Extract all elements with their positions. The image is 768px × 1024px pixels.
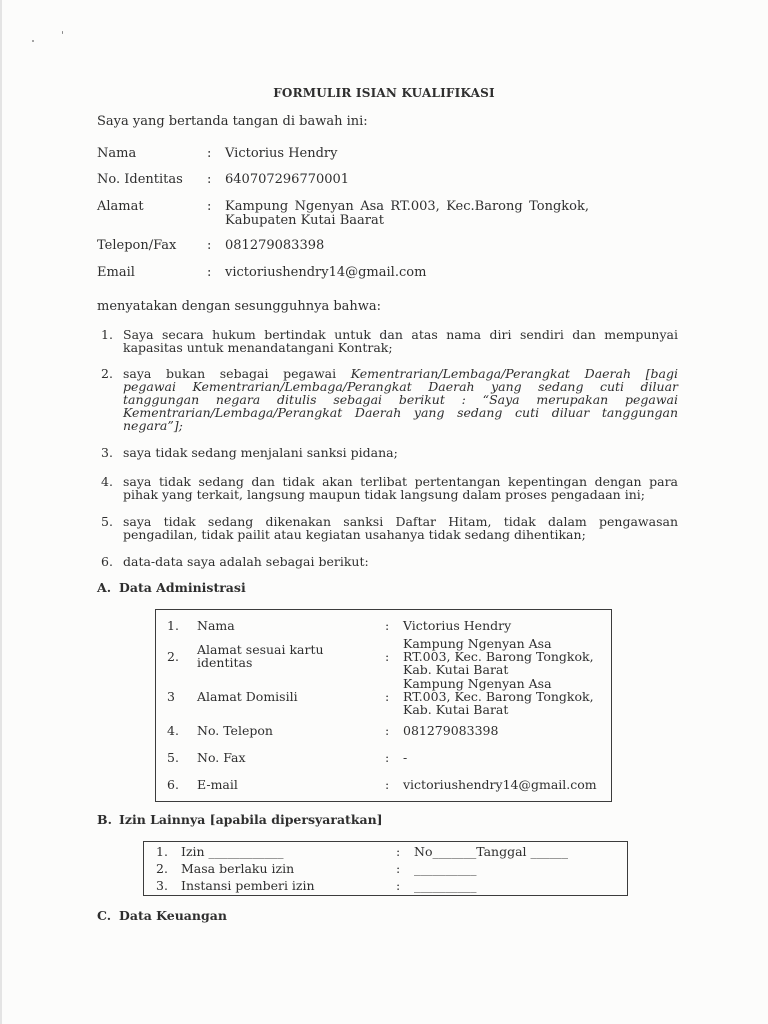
identity-colon: : xyxy=(207,265,212,280)
scan-edge xyxy=(0,0,2,1024)
document-title: FORMULIR ISIAN KUALIFIKASI xyxy=(273,86,495,100)
address-line: Kabupaten Kutai Baarat xyxy=(225,213,384,228)
scan-speck xyxy=(32,40,34,42)
intro-text: Saya yang bertanda tangan di bawah ini: xyxy=(97,114,368,129)
statement-number: 1. xyxy=(101,327,113,342)
statement-number: 2. xyxy=(101,366,113,381)
identity-label: No. Identitas xyxy=(97,172,183,187)
statement-text: saya tidak sedang menjalani sanksi pidana; xyxy=(123,445,398,460)
statement-number: 3. xyxy=(101,445,113,460)
section-title: Data Keuangan xyxy=(119,908,227,923)
table-row: 2. Alamat sesuai kartu identitas : Kampung Ngenyan Asa RT.003, Kec. Barong Tongkok, Kab. Kutai Barat xyxy=(167,635,594,677)
statement-text: saya tidak sedang dan tidak akan terlibat pertentangan kepentingan dengan para pihak yang terkait, langsung maupun tidak langsung dalam proses pengadaan ini; xyxy=(123,474,678,502)
table-row: 2. Masa berlaku izin : __________ xyxy=(156,861,477,876)
table-row: 5. No. Fax : - xyxy=(167,750,408,765)
identity-value: 640707296770001 xyxy=(225,172,350,187)
statement-number: 5. xyxy=(101,514,113,529)
section-letter: A. xyxy=(97,580,112,595)
identity-colon: : xyxy=(207,238,212,253)
identity-colon: : xyxy=(207,199,212,214)
table-row: 3 Alamat Domisili : Kampung Ngenyan Asa RT.003, Kec. Barong Tongkok, Kab. Kutai Barat xyxy=(167,675,594,717)
administrative-data-table xyxy=(155,609,612,802)
identity-value: victoriushendry14@gmail.com xyxy=(225,265,427,280)
table-row: 6. E-mail : victoriushendry14@gmail.com xyxy=(167,777,597,792)
scan-speck xyxy=(62,31,63,34)
table-row: 1. Izin ____________ : No_______Tanggal ______ xyxy=(156,844,569,859)
identity-label: Email xyxy=(97,265,135,280)
declaration-text: menyatakan dengan sesungguhnya bahwa: xyxy=(97,299,382,314)
table-row: 3. Instansi pemberi izin : __________ xyxy=(156,878,477,893)
table-row: 1. Nama : Victorius Hendry xyxy=(167,617,512,633)
section-title: Data Administrasi xyxy=(119,580,246,595)
identity-label: Alamat xyxy=(97,199,144,214)
address-line: Kampung Ngenyan Asa RT.003, Kec.Barong Tongkok, xyxy=(225,199,589,214)
section-letter: B. xyxy=(97,812,112,827)
statement-text: Saya secara hukum bertindak untuk dan atas nama diri sendiri dan mempunyai kapasitas untuk menandatangani Kontrak; xyxy=(123,327,678,355)
statement-text: data-data saya adalah sebagai berikut: xyxy=(123,554,369,569)
table-row: 4. No. Telepon : 081279083398 xyxy=(167,722,499,738)
statement-text: saya tidak sedang dikenakan sanksi Daftar Hitam, tidak dalam pengawasan pengadilan, tidak pailit atau kegiatan usahanya tidak sedang dihentikan; xyxy=(123,514,678,542)
identity-label: Nama xyxy=(97,146,137,161)
identity-colon: : xyxy=(207,172,212,187)
section-title: Izin Lainnya [apabila dipersyaratkan] xyxy=(119,812,383,827)
section-letter: C. xyxy=(97,908,112,923)
identity-value xyxy=(225,200,655,228)
permit-table xyxy=(143,841,628,896)
statement-number: 6. xyxy=(101,554,113,569)
statement-number: 4. xyxy=(101,474,113,489)
identity-label: Telepon/Fax xyxy=(97,238,177,253)
statement-text: saya bukan sebagai pegawai Kementrarian/Lembaga/Perangkat Daerah [bagi pegawai Kementrarian/Lembaga/Perangkat Daerah yang sedang cuti diluar tanggungan negara ditulis sebagai berikut : “Saya merupakan pegawai Kementrarian/Lembaga/Perangkat Daerah yang sedang cuti diluar tanggungan negara”]; xyxy=(123,366,678,433)
identity-value: Victorius Hendry xyxy=(225,146,338,161)
identity-value: 081279083398 xyxy=(225,238,325,253)
identity-colon: : xyxy=(207,146,212,161)
